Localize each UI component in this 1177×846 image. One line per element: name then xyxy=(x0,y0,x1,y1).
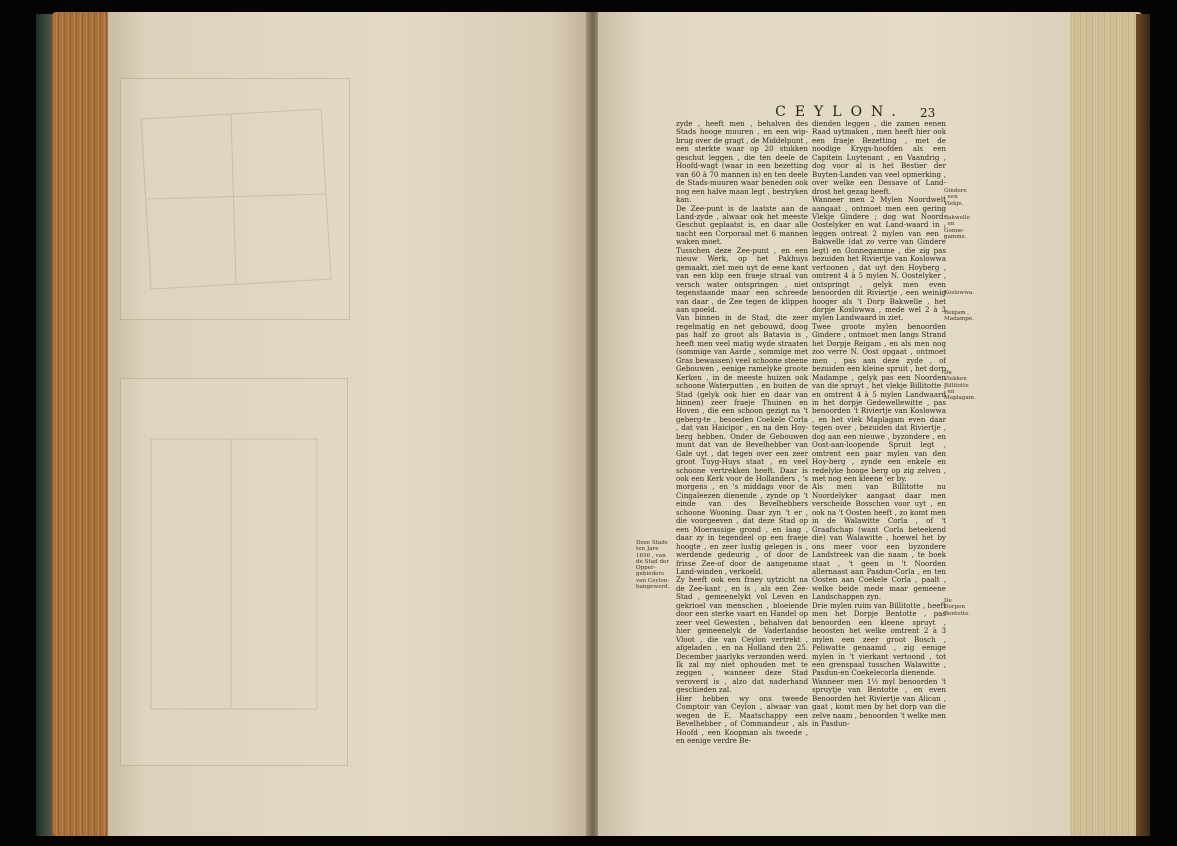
faint-map-plate-bottom xyxy=(120,378,348,766)
right-cover-binding xyxy=(1136,14,1150,836)
map-grid-lines xyxy=(121,79,349,319)
paragraph: Wanneer men 2 Mylen Noordwelt aangaat , ontmoet men een gering Vlekje Gindere ; dog wat Noord-Oostelyker en wat Land-waard in , leggen ontreat 2 mylen van een , Bakwelle (dat zo verre van Gindere legt) en Gonnegamme , die zig pas bezuiden het Riviertje van Koslowwa vertoonen , dat uyt den Hoyberg , omtrent 4 à 5 mylen N. Oostelyker , ontspringt , gelyk men even benoorden dit Riviertje , een weinig hooger als 't Dorp Bakwelle , het dorpje Koslowwa , mede wel 2 à 3 mylen Landwaard in ziet. xyxy=(812,195,946,323)
margin-note: Gindere ; een Vlekje. xyxy=(944,188,967,207)
right-text-column xyxy=(812,120,946,750)
left-page-edges xyxy=(52,12,110,836)
margin-note: Koslowwa. xyxy=(944,290,975,296)
margin-note: Deze Stads ten Jare 1656 , van de Stad der Opper-gebieders van Ceylon-bangewerd. xyxy=(636,540,670,591)
paragraph: Twee groote mylen benoorden Gindere , ontmoet men langs Strand het Dorpje Reigam , en als men nog zoo verre N. Oost opgaat , ontmoet men , pas aan deze zyde , of bezuiden een kleine spruit , het dorp Madampe , gelyk pas een Noorden van die spruyt , het vlekje Billitotte , en omtrent 4 à 5 mylen Landwaard in het dorpje Gedewellewitte , pas benoorden 't Riviertje van Koslowwa , en het vlek Maplagam even daar tegen over , bezuiden dat Riviertje , dog aan een nieuwe , byzondere , en Oost-aan-loopende Spruit legt , omtrent een paar mylen van den Hoy-berg , zynde een enkele en redelyke hooge berg op zig zelven , met nog een kleene 'er by. xyxy=(812,321,946,484)
margin-note: De Vlekken Billitotte , en Maplagam. xyxy=(944,370,976,402)
paragraph: Zy heeft ook een fraey uytzicht na de Zee-kant , en is , als een Zee-Stad , gemeenelykt vol Leven en gekrioel van menschen , bloeiende door een sterke vaart en Handel op zeer veel Gewesten , behalven dat hier gemeenelyk de Vaderlandse Vloot , die van Ceylon vertrekt , afgeladen , en na Holland den 25. December jaarlyks verzonden werd. Ik zal my niet ophouden met te zeggen , wanneer deze Stad veroverd is , alzo dat naderhand geschieden zal. xyxy=(676,575,808,695)
running-title: CEYLON. xyxy=(775,104,905,120)
paragraph: dienden leggen , die zamen eenen Raad uytmaken , men heeft hier ook een fraeje Bezetting , met de noodige Krygs-hoofden als een Capitein Luytenant , en Vaandrig , dog voor al is het Bestier der Buyten-Landen van veel opmerking , over welke een Dessave of Land-drost het gezag heeft. xyxy=(812,120,946,196)
left-text-column xyxy=(676,120,808,780)
paragraph: Als men van Billitotte nu Noordelyker aangaat daar men verscheide Bosschen voor uyt , en ook na 't Oosten heeft , zo komt men in de Walawitte Corla , of 't Graafschap (want Corla beteekend die) van Walawitte , hoewel het by ons meer voor een byzondere Landstreek van die naam , te boek staat , 't geen in 't Noorden allernaast aan Pasdun-Corla , en ten Oosten aan Coekele Corla , paalt , welke beide mede maar gemeene Landschappen zyn. xyxy=(812,482,946,602)
paragraph: Hier hebben wy ons tweede Comptoir van Ceylon , alwaar van wegen de E. Maatschappy een Bevelhebber , of Commandeur , als Hoofd , een Koopman als tweede , en eenige verdre Be- xyxy=(676,693,808,746)
paragraph: De Zee-punt is de laatste aan de Land-zyde , alwaar ook het meeste Geschut geplaatst is, en daar alle nacht een Corporaal met 6 mannen waken moet. xyxy=(676,203,808,247)
paragraph: Van binnen in de Stad, die zeer regelmatig en net gebouwd, doog pas half zo groot als Batavia is , heeft men veel matig wyde straaten (sommige van Aarde , sommige met Gras bewassen) veel schoone steene Gebouwen , eenige ramelyke groote Kerken , in de meeste huizen ook schoone Waterputten , en buiten de Stad (gelyk ook hier en daar van binnen) zeer fraeje Thuinen en Hoven , die een schoon gezigt na 't geberg-te , besoeden Coekele Corla , dat van Haicipor , en na den Hoy-berg hebben. Onder de Gebouwen munt dat van de Bevelhebber van Gale uyt , dat tegen over een zeer groot Tuyg-Huys staat , en veel schoone vertrekken heeft. Daar is ook een Kerk voor de Hollanders , 's morgens , en 's middags voor de Cingaleezen dienende , zynde op 't einde van des Bevelhebbers schoone Wooning. Daar zyn 't er , die voorgeeven , dat deze Stad op een Moerassige grond , en laag , daar zy in tegendeel op een fraeje hoogte , en zeer lustig gelegen is , werdende gedeurig , of door de frisse Zee-of door de aangename Land-winden , verkoeld. xyxy=(676,313,808,577)
map-outline-lines xyxy=(121,379,347,765)
paragraph: Wanneer men 1½ myl benoorden 't spruytje van Bentotte , en even Benoorden het Riviertje van Alican , gaat , komt men by het dorp van die zelve naam , benoorden 't welke men in Pasdun- xyxy=(812,676,946,729)
paragraph: zyde , heeft men , behalven des Stads hooge muuren , en een wip-brug over de gragt , de Middelpunt , een sterkte waar op 20 stukken geschut leggen , die ten deele de Hoofd-wagt (waar in een bezetting van 60 à 70 mannen is) en ten deele de Stads-muuren waar beneden ook nog een halve maan legt , bestryken kan. xyxy=(676,120,808,205)
paragraph: Drie mylen ruim van Billitotte , heeft men het Dorpje Bentotte , pas benoorden een kleene spruyt , beoosten het welke omtrent 2 à 3 mylen een zeer groot Bosch , Peliwatte genaamd , zig eenige mylen in 't vierkant vertoond , tot een grenspaal tusschen Walawitte , Pasdun-en Coekelecorla dienende. xyxy=(812,600,946,678)
margin-note: Reigam , Madampe. xyxy=(944,310,974,323)
faint-map-plate-top xyxy=(120,78,350,320)
margin-note: Bakwelle , en Gonne-gamme. xyxy=(944,215,970,240)
page-number: 23 xyxy=(920,106,936,120)
paragraph: Tusschen deze Zee-punt , en een nieuw Werk, op het Pakhuys gemaakt, ziet men uyt de eene kant van een klip een fraeje straal van versch water ontspringen , niet tegenstaande maar een schreede van daar , de Zee tegen de klippen aan spoeld. xyxy=(676,245,808,314)
margin-note: De Dorpen Bentotte. xyxy=(944,598,971,617)
right-page-edges xyxy=(1070,12,1142,836)
